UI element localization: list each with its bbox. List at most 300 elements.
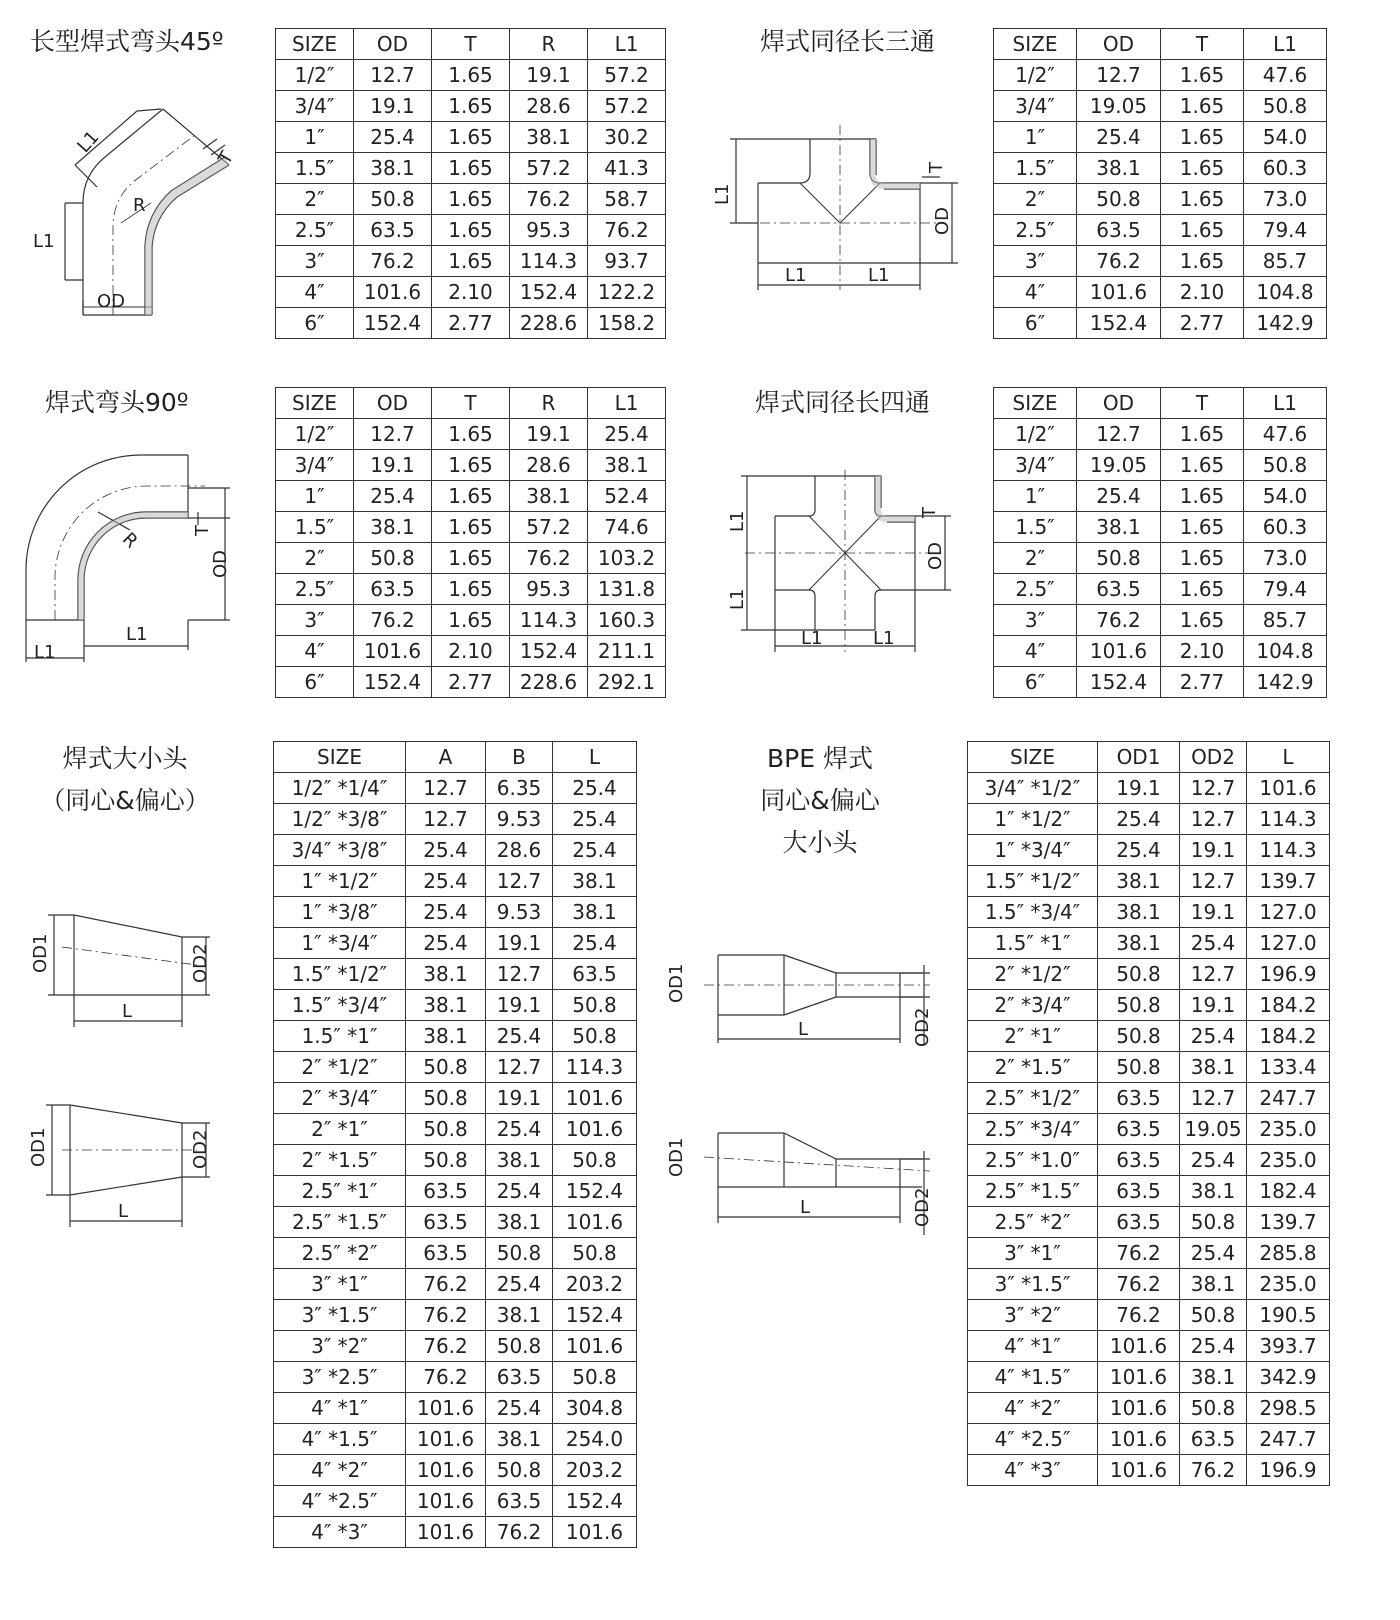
table-cell: 57.2	[588, 91, 666, 122]
table-cell: 152.4	[1077, 308, 1161, 339]
table-cell: 93.7	[588, 246, 666, 277]
table-cell: 38.1	[553, 866, 637, 897]
table-cell: 1.65	[1161, 91, 1244, 122]
table-cell: 50.8	[406, 1052, 486, 1083]
table-row	[274, 1207, 637, 1238]
table-cell: 1″	[276, 481, 354, 512]
table-cell: 1.65	[1161, 574, 1244, 605]
table-cell: 19.05	[1077, 91, 1161, 122]
table-cell: 1.65	[432, 184, 510, 215]
table-cell: 19.1	[1180, 990, 1247, 1021]
table-row	[968, 866, 1330, 897]
table-row	[274, 1021, 637, 1052]
table-cell: 101.6	[406, 1517, 486, 1548]
table-cell: 50.8	[1098, 1021, 1180, 1052]
table-cell: 25.4	[486, 1176, 553, 1207]
table-row	[274, 1300, 637, 1331]
reducer-l-label: L	[122, 1001, 133, 1022]
table-cell: 101.6	[354, 277, 432, 308]
reducer-title	[40, 738, 210, 822]
reducer-title-line: 焊式大小头	[62, 744, 188, 773]
table-header-cell: OD1	[1098, 742, 1180, 773]
reducer-od1-label: OD1	[30, 933, 51, 973]
bpe-od2-label: OD2	[912, 1007, 933, 1047]
table-cell: 76.2	[510, 543, 588, 574]
table-cell: 101.6	[1098, 1424, 1180, 1455]
table-header-row	[274, 742, 637, 773]
table-cell: 203.2	[553, 1455, 637, 1486]
table-row	[274, 990, 637, 1021]
reducer-title-line: （同心&偏心）	[40, 786, 210, 815]
table-row	[274, 959, 637, 990]
table-cell: 393.7	[1247, 1331, 1330, 1362]
elbow45-t-label: T	[214, 147, 239, 168]
table-cell: 1.65	[1161, 512, 1244, 543]
table-header-cell: L	[1247, 742, 1330, 773]
table-row	[274, 897, 637, 928]
table-cell: 4″ *1″	[968, 1331, 1098, 1362]
table-cell: 19.1	[1180, 835, 1247, 866]
table-cell: 19.1	[486, 1083, 553, 1114]
elbow45-diagram	[25, 95, 245, 335]
table-cell: 2″ *1/2″	[274, 1052, 406, 1083]
table-row	[274, 866, 637, 897]
table-cell: 1.65	[432, 122, 510, 153]
table-cell: 1/2″ *3/8″	[274, 804, 406, 835]
table-cell: 3″ *1″	[274, 1269, 406, 1300]
table-cell: 25.4	[553, 835, 637, 866]
table-cell: 247.7	[1247, 1424, 1330, 1455]
table-cell: 1.65	[1161, 184, 1244, 215]
elbow45-l1-label: L1	[73, 126, 104, 157]
table-cell: 1.65	[432, 419, 510, 450]
table-cell: 196.9	[1247, 959, 1330, 990]
table-cell: 1.5″ *3/4″	[968, 897, 1098, 928]
table-cell: 342.9	[1247, 1362, 1330, 1393]
table-cell: 4″ *1.5″	[274, 1424, 406, 1455]
table-cell: 203.2	[553, 1269, 637, 1300]
table-row	[994, 512, 1327, 543]
tee-od-label: OD	[932, 206, 953, 235]
table-cell: 63.5	[1098, 1083, 1180, 1114]
table-cell: 2″ *3/4″	[968, 990, 1098, 1021]
table-cell: 38.1	[486, 1424, 553, 1455]
table-cell: 12.7	[1180, 959, 1247, 990]
table-cell: 1.5″	[276, 512, 354, 543]
table-cell: 142.9	[1244, 667, 1327, 698]
table-cell: 76.2	[1098, 1238, 1180, 1269]
table-cell: 152.4	[510, 277, 588, 308]
table-cell: 3″	[276, 605, 354, 636]
table-cell: 1.5″ *1/2″	[274, 959, 406, 990]
table-cell: 50.8	[553, 1238, 637, 1269]
table-cell: 101.6	[1098, 1455, 1180, 1486]
table-cell: 1″	[994, 122, 1077, 153]
table-cell: 38.1	[486, 1207, 553, 1238]
table-cell: 50.8	[1098, 1052, 1180, 1083]
table-cell: 25.4	[354, 122, 432, 153]
table-row	[274, 1114, 637, 1145]
table-row	[274, 1083, 637, 1114]
table-cell: 50.8	[354, 543, 432, 574]
table-cell: 50.8	[1180, 1393, 1247, 1424]
table-cell: 19.05	[1077, 450, 1161, 481]
bpe-title-line: 同心&偏心	[760, 786, 880, 815]
table-cell: 38.1	[1180, 1052, 1247, 1083]
table-row	[274, 928, 637, 959]
table-cell: 235.0	[1247, 1269, 1330, 1300]
table-row	[994, 122, 1327, 153]
table-row	[968, 1145, 1330, 1176]
table-cell: 63.5	[406, 1207, 486, 1238]
table-cell: 4″ *1.5″	[968, 1362, 1098, 1393]
table-row	[274, 1393, 637, 1424]
table-row	[274, 1486, 637, 1517]
table-cell: 50.8	[553, 1362, 637, 1393]
table-cell: 2″	[276, 184, 354, 215]
table-cell: 2.77	[432, 308, 510, 339]
elbow45-table	[275, 28, 666, 339]
table-cell: 12.7	[1180, 1083, 1247, 1114]
table-row	[276, 605, 666, 636]
table-cell: 47.6	[1244, 419, 1327, 450]
table-cell: 95.3	[510, 574, 588, 605]
reducer-od2-label: OD2	[190, 943, 211, 983]
elbow90-drawing	[20, 450, 250, 675]
tee-l1-label: L1	[868, 265, 890, 286]
table-cell: 63.5	[486, 1486, 553, 1517]
bpe-title	[745, 738, 895, 864]
table-cell: 1/2″	[276, 419, 354, 450]
cross-table	[993, 387, 1327, 698]
table-cell: 12.7	[354, 60, 432, 91]
table-cell: 2″ *1/2″	[968, 959, 1098, 990]
table-cell: 184.2	[1247, 990, 1330, 1021]
table-cell: 114.3	[1247, 835, 1330, 866]
table-cell: 1/2″	[276, 60, 354, 91]
table-cell: 2″ *1.5″	[968, 1052, 1098, 1083]
bpe-l-label: L	[800, 1197, 811, 1218]
table-cell: 101.6	[1077, 277, 1161, 308]
table-row	[274, 1052, 637, 1083]
bpe-od2-label: OD2	[912, 1187, 933, 1227]
table-cell: 60.3	[1244, 512, 1327, 543]
table-cell: 25.4	[1180, 1331, 1247, 1362]
table-cell: 122.2	[588, 277, 666, 308]
table-cell: 1.5″ *1″	[274, 1021, 406, 1052]
table-cell: 38.1	[406, 1021, 486, 1052]
table-cell: 38.1	[486, 1300, 553, 1331]
table-row	[274, 1362, 637, 1393]
table-cell: 19.05	[1180, 1114, 1247, 1145]
table-cell: 57.2	[588, 60, 666, 91]
table-cell: 19.1	[354, 450, 432, 481]
table-row	[968, 835, 1330, 866]
table-cell: 1.65	[1161, 246, 1244, 277]
table-row	[994, 574, 1327, 605]
table-header-cell: SIZE	[276, 388, 354, 419]
table-cell: 12.7	[354, 419, 432, 450]
table-header-cell: L1	[588, 29, 666, 60]
table-header-row	[276, 29, 666, 60]
table-cell: 74.6	[588, 512, 666, 543]
table-header-cell: L1	[1244, 29, 1327, 60]
table-row	[274, 835, 637, 866]
table-cell: 63.5	[354, 574, 432, 605]
table-row	[968, 1269, 1330, 1300]
table-cell: 2.10	[1161, 277, 1244, 308]
table-cell: 63.5	[1098, 1145, 1180, 1176]
tee-l1-label: L1	[712, 183, 733, 205]
table-header-cell: T	[1161, 29, 1244, 60]
table-cell: 25.4	[486, 1021, 553, 1052]
table-row	[994, 636, 1327, 667]
table-cell: 247.7	[1247, 1083, 1330, 1114]
table-cell: 285.8	[1247, 1238, 1330, 1269]
table-cell: 38.1	[510, 481, 588, 512]
table-cell: 25.4	[406, 928, 486, 959]
table-cell: 3″ *1″	[968, 1238, 1098, 1269]
table-cell: 30.2	[588, 122, 666, 153]
table-cell: 1.65	[1161, 543, 1244, 574]
table-cell: 3″ *2.5″	[274, 1362, 406, 1393]
table-cell: 1.5″ *1″	[968, 928, 1098, 959]
table-cell: 25.4	[406, 866, 486, 897]
table-cell: 50.8	[486, 1455, 553, 1486]
table-cell: 3/4″ *3/8″	[274, 835, 406, 866]
table-cell: 1.65	[1161, 450, 1244, 481]
table-row	[968, 1207, 1330, 1238]
table-cell: 63.5	[354, 215, 432, 246]
table-row	[968, 1393, 1330, 1424]
table-cell: 38.1	[588, 450, 666, 481]
table-cell: 1.65	[1161, 215, 1244, 246]
table-row	[968, 1300, 1330, 1331]
table-cell: 101.6	[553, 1114, 637, 1145]
reducer-l-label: L	[118, 1201, 129, 1222]
table-cell: 103.2	[588, 543, 666, 574]
table-cell: 50.8	[1244, 91, 1327, 122]
table-row	[274, 1176, 637, 1207]
table-cell: 190.5	[1247, 1300, 1330, 1331]
table-cell: 184.2	[1247, 1021, 1330, 1052]
table-cell: 1.65	[1161, 122, 1244, 153]
table-cell: 4″	[276, 277, 354, 308]
table-row	[968, 959, 1330, 990]
table-cell: 2.5″ *1.0″	[968, 1145, 1098, 1176]
table-row	[968, 1362, 1330, 1393]
elbow45-l1-label: L1	[33, 231, 55, 252]
table-row	[968, 1455, 1330, 1486]
table-cell: 50.8	[1098, 990, 1180, 1021]
table-cell: 4″	[994, 636, 1077, 667]
table-cell: 152.4	[354, 308, 432, 339]
table-cell: 2.5″ *3/4″	[968, 1114, 1098, 1145]
table-row	[994, 153, 1327, 184]
table-cell: 1.65	[432, 153, 510, 184]
table-cell: 50.8	[486, 1238, 553, 1269]
elbow90-l1-label: L1	[126, 624, 148, 645]
bpe-table	[967, 741, 1330, 1486]
table-cell: 127.0	[1247, 928, 1330, 959]
table-cell: 38.1	[354, 512, 432, 543]
table-cell: 1″	[994, 481, 1077, 512]
table-row	[276, 450, 666, 481]
table-cell: 4″ *2″	[968, 1393, 1098, 1424]
table-row	[968, 1238, 1330, 1269]
table-row	[994, 481, 1327, 512]
table-cell: 1/2″	[994, 60, 1077, 91]
table-cell: 114.3	[510, 605, 588, 636]
tee-table	[993, 28, 1327, 339]
table-cell: 50.8	[1180, 1300, 1247, 1331]
table-cell: 25.4	[354, 481, 432, 512]
table-header-cell: T	[432, 388, 510, 419]
table-cell: 3/4″	[276, 91, 354, 122]
table-header-cell: R	[510, 29, 588, 60]
table-cell: 12.7	[406, 804, 486, 835]
table-cell: 9.53	[486, 804, 553, 835]
table-row	[994, 60, 1327, 91]
table-row	[968, 897, 1330, 928]
table-cell: 19.1	[486, 928, 553, 959]
table-cell: 1.65	[1161, 419, 1244, 450]
table-cell: 101.6	[553, 1207, 637, 1238]
table-row	[968, 1176, 1330, 1207]
table-cell: 38.1	[1098, 897, 1180, 928]
table-row	[968, 773, 1330, 804]
table-cell: 158.2	[588, 308, 666, 339]
table-cell: 12.7	[486, 1052, 553, 1083]
table-cell: 76.2	[510, 184, 588, 215]
table-cell: 38.1	[1180, 1362, 1247, 1393]
table-header-cell: OD	[354, 29, 432, 60]
table-cell: 114.3	[510, 246, 588, 277]
table-cell: 25.4	[486, 1269, 553, 1300]
cross-l1-label: L1	[727, 510, 748, 532]
table-row	[994, 419, 1327, 450]
table-cell: 2″ *1.5″	[274, 1145, 406, 1176]
table-cell: 2″	[276, 543, 354, 574]
reducer-od1-label: OD1	[28, 1127, 49, 1167]
table-cell: 50.8	[1077, 543, 1161, 574]
table-header-cell: SIZE	[274, 742, 406, 773]
table-cell: 73.0	[1244, 543, 1327, 574]
table-cell: 63.5	[553, 959, 637, 990]
table-cell: 1.65	[432, 246, 510, 277]
table-cell: 1.65	[432, 512, 510, 543]
table-cell: 25.4	[486, 1393, 553, 1424]
table-header-cell: L1	[1244, 388, 1327, 419]
table-cell: 2.5″ *1/2″	[968, 1083, 1098, 1114]
table-cell: 114.3	[1247, 804, 1330, 835]
table-cell: 76.2	[406, 1331, 486, 1362]
table-row	[968, 1114, 1330, 1145]
table-cell: 6″	[276, 667, 354, 698]
table-cell: 25.4	[406, 897, 486, 928]
table-cell: 3″ *1.5″	[274, 1300, 406, 1331]
table-cell: 1.65	[432, 215, 510, 246]
table-cell: 38.1	[1180, 1176, 1247, 1207]
table-row	[968, 1021, 1330, 1052]
table-cell: 60.3	[1244, 153, 1327, 184]
table-cell: 38.1	[1098, 866, 1180, 897]
table-row	[968, 1083, 1330, 1114]
table-cell: 101.6	[1098, 1331, 1180, 1362]
table-row	[968, 1331, 1330, 1362]
table-cell: 2″ *1″	[274, 1114, 406, 1145]
table-cell: 50.8	[406, 1114, 486, 1145]
table-cell: 1″ *3/4″	[968, 835, 1098, 866]
table-cell: 38.1	[510, 122, 588, 153]
table-cell: 6″	[994, 308, 1077, 339]
table-cell: 76.2	[406, 1362, 486, 1393]
table-cell: 25.4	[406, 835, 486, 866]
table-cell: 139.7	[1247, 866, 1330, 897]
table-cell: 182.4	[1247, 1176, 1330, 1207]
table-cell: 4″ *2″	[274, 1455, 406, 1486]
table-cell: 152.4	[553, 1486, 637, 1517]
table-cell: 2.77	[432, 667, 510, 698]
elbow90-r-label: R	[117, 528, 142, 553]
cross-drawing	[715, 470, 965, 660]
bpe-drawing	[660, 945, 960, 1245]
table-cell: 52.4	[588, 481, 666, 512]
table-cell: 133.4	[1247, 1052, 1330, 1083]
elbow45-r-label: R	[133, 195, 146, 216]
table-cell: 3″	[994, 246, 1077, 277]
table-row	[968, 1424, 1330, 1455]
table-row	[274, 804, 637, 835]
table-cell: 114.3	[553, 1052, 637, 1083]
table-row	[274, 1269, 637, 1300]
tee-title: 焊式同径长三通	[760, 27, 936, 56]
table-row	[274, 1331, 637, 1362]
table-cell: 1.65	[432, 481, 510, 512]
table-header-cell: OD	[354, 388, 432, 419]
bpe-diagram	[660, 945, 960, 1245]
table-cell: 76.2	[486, 1517, 553, 1548]
table-cell: 292.1	[588, 667, 666, 698]
table-cell: 2″ *3/4″	[274, 1083, 406, 1114]
table-row	[276, 636, 666, 667]
table-cell: 76.2	[1077, 246, 1161, 277]
table-cell: 298.5	[1247, 1393, 1330, 1424]
table-cell: 152.4	[354, 667, 432, 698]
table-cell: 2.77	[1161, 667, 1244, 698]
table-cell: 152.4	[1077, 667, 1161, 698]
table-cell: 63.5	[1077, 574, 1161, 605]
table-cell: 127.0	[1247, 897, 1330, 928]
table-cell: 3″	[276, 246, 354, 277]
bpe-od1-label: OD1	[666, 1137, 687, 1177]
table-cell: 1.5″	[994, 512, 1077, 543]
table-cell: 19.1	[354, 91, 432, 122]
table-cell: 12.7	[486, 866, 553, 897]
table-cell: 25.4	[588, 419, 666, 450]
table-cell: 76.2	[588, 215, 666, 246]
table-cell: 2.5″	[276, 215, 354, 246]
table-row	[276, 277, 666, 308]
table-header-cell: T	[432, 29, 510, 60]
table-row	[276, 308, 666, 339]
table-cell: 3/4″	[994, 91, 1077, 122]
table-header-cell: OD2	[1180, 742, 1247, 773]
table-cell: 63.5	[1098, 1114, 1180, 1145]
tee-diagram	[700, 125, 970, 300]
table-header-cell: L	[553, 742, 637, 773]
table-row	[274, 1238, 637, 1269]
